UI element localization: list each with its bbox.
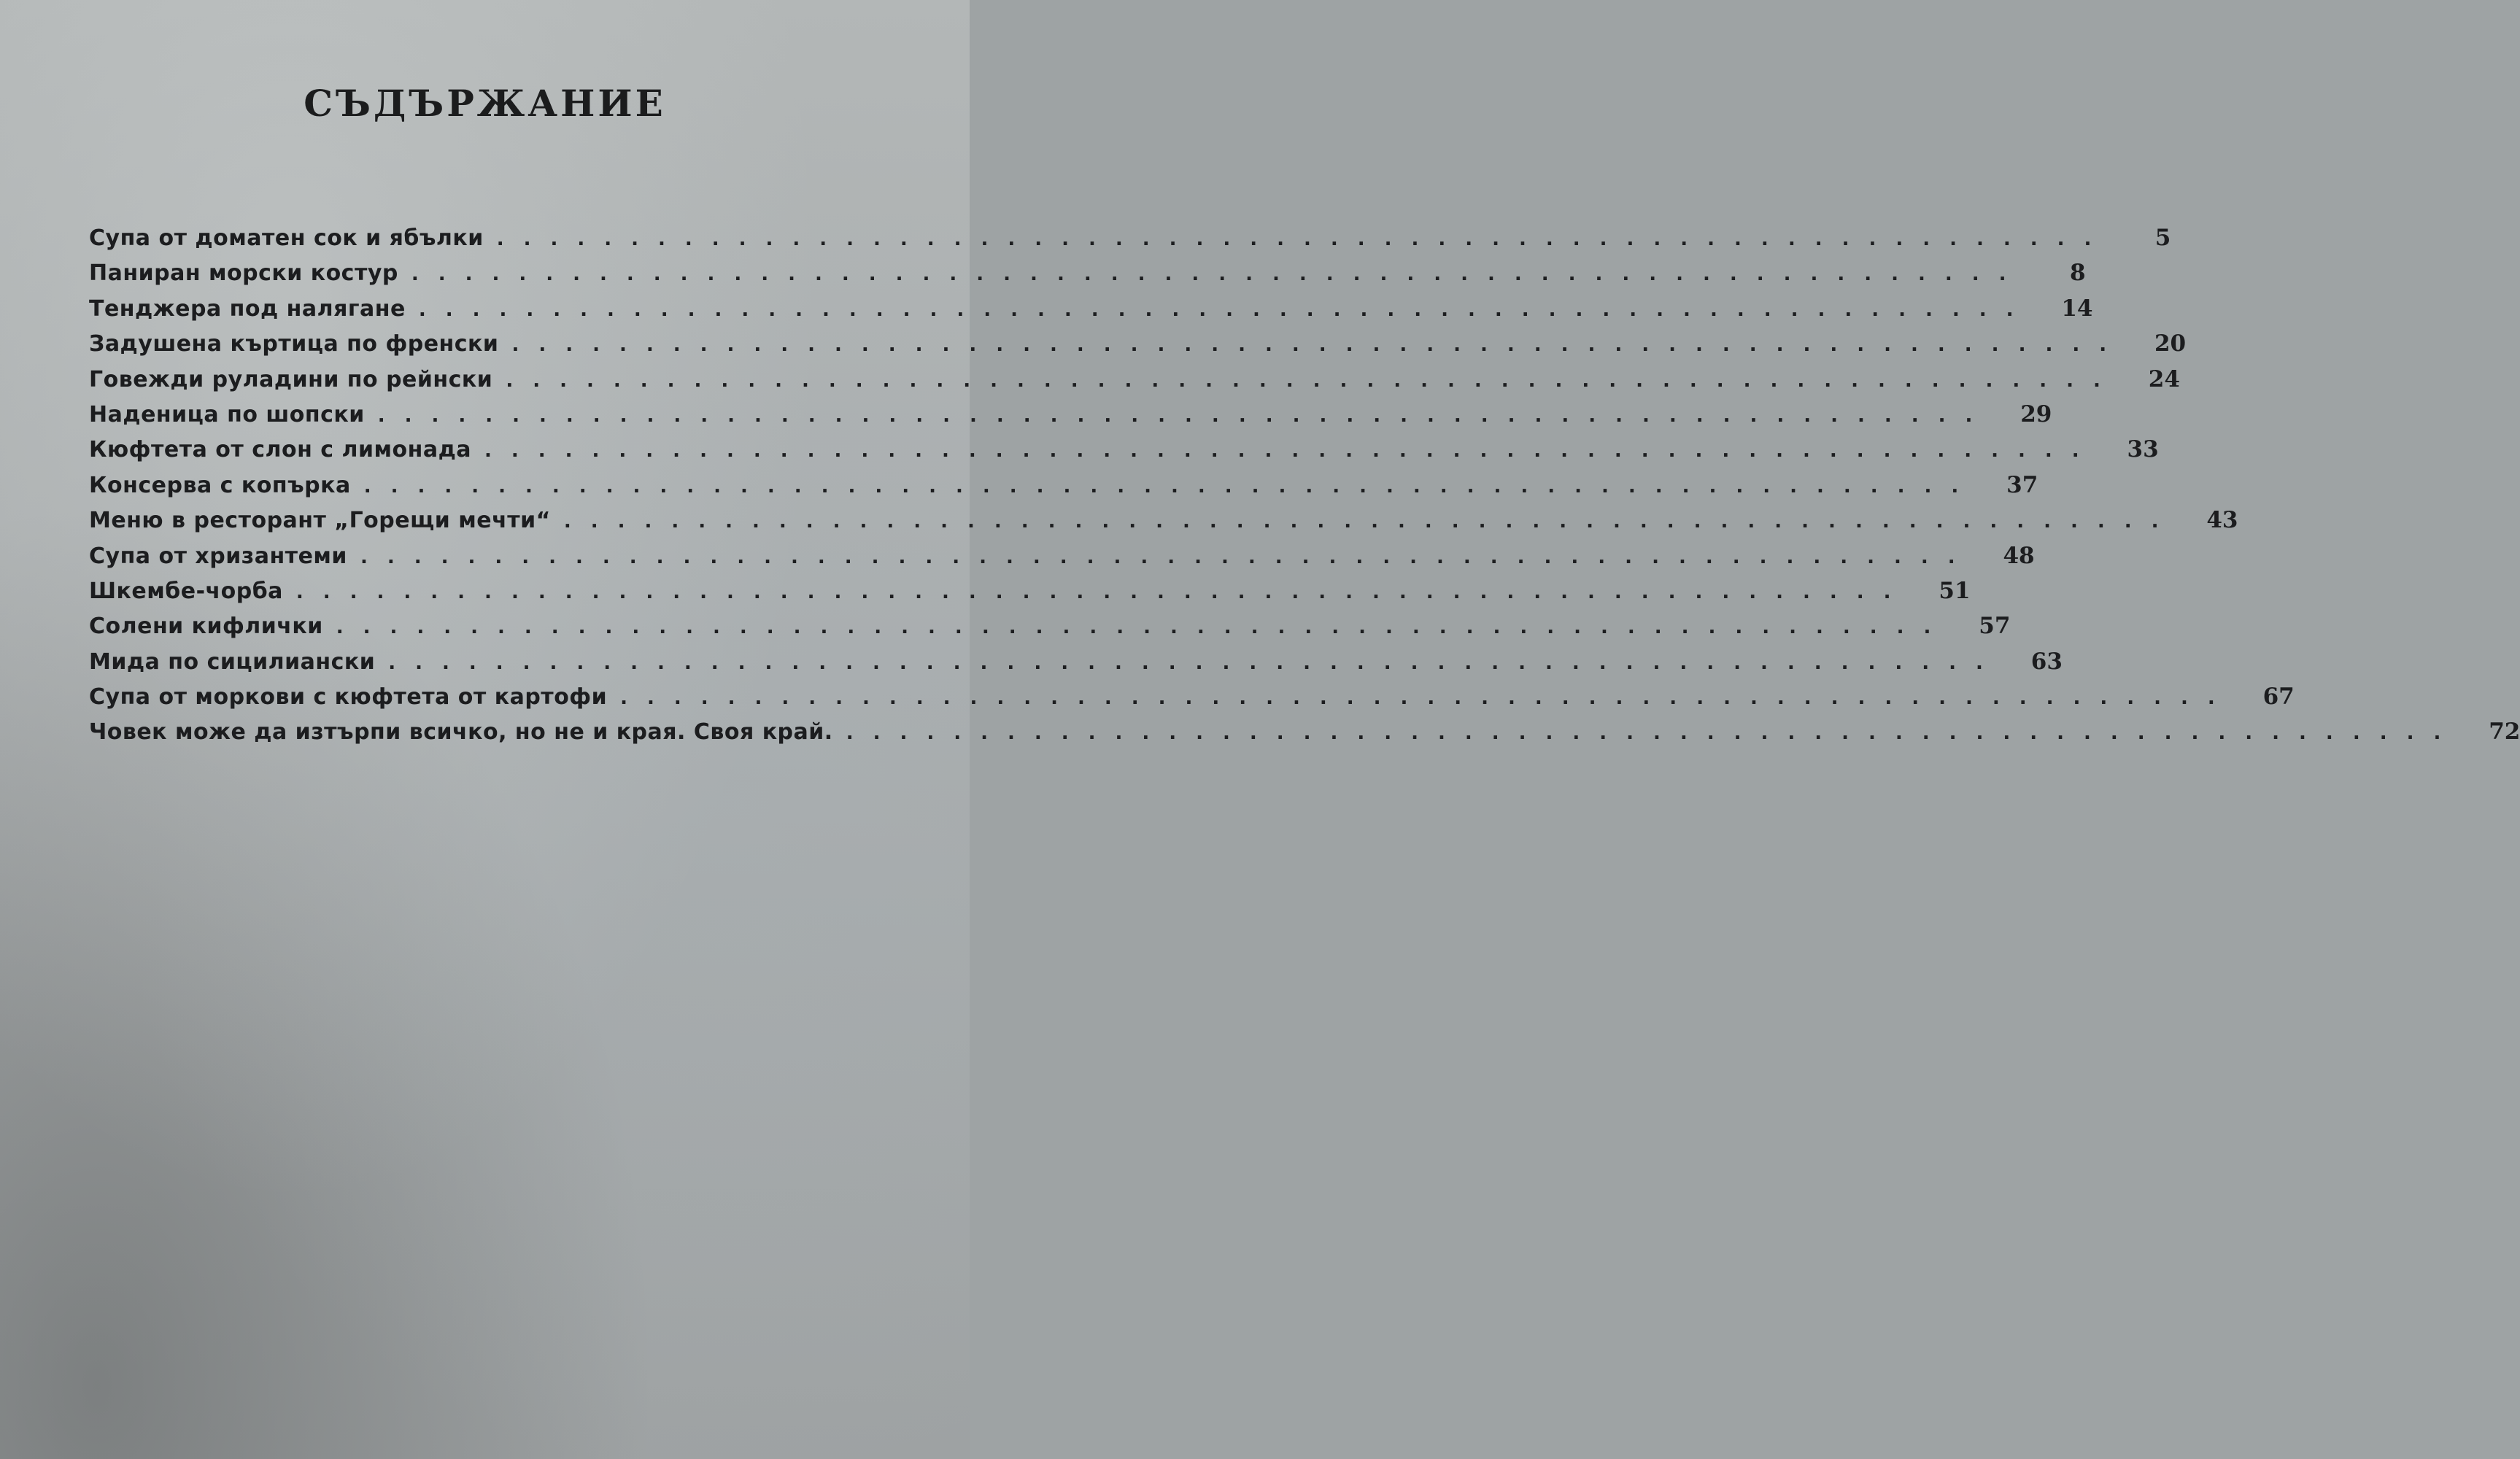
toc-page-number: 67 [2262, 684, 2295, 711]
toc-page-number: 72 [2489, 719, 2520, 746]
toc-entry [89, 684, 2295, 719]
toc-page-number: 20 [2154, 330, 2187, 357]
toc-entry [89, 365, 2180, 401]
toc-page-number: 5 [2154, 225, 2171, 251]
toc-entry [89, 613, 2011, 648]
toc-entry-title: Човек може да изтърпи всичко, но не и края. Своя край. [89, 719, 833, 746]
dot-leader: ............................................................ [377, 404, 1993, 427]
toc-page-number: 57 [1979, 613, 2011, 640]
toc-entry-title: Тенджера под налягане [89, 295, 406, 322]
toc-entry-title: Шкембе-чорба [89, 578, 283, 604]
toc-entry-title: Супа от хризантеми [89, 543, 347, 569]
dot-leader: ............................................................ [363, 475, 1979, 498]
toc-entry [89, 507, 2238, 542]
toc-entry-title: Паниран морски костур [89, 260, 398, 287]
toc-entry [89, 719, 2520, 754]
dot-leader: ............................................................ [411, 263, 2026, 286]
toc-entry-title: Задушена къртица по френски [89, 331, 499, 357]
dot-leader: ............................................................ [506, 369, 2120, 392]
toc-entry-title: Меню в ресторант „Горещи мечти“ [89, 508, 551, 534]
toc-entry-title: Консерва с копърка [89, 472, 351, 498]
toc-entry [89, 542, 2035, 578]
dot-leader: ............................................................ [336, 616, 1951, 639]
dot-leader: ............................................................ [511, 334, 2127, 357]
toc-entry-title: Говежди руладини по рейнски [89, 366, 493, 392]
page-title: СЪДЪРЖАНИЕ [304, 82, 666, 125]
toc-entry-title: Солени кифлички [89, 614, 323, 640]
dot-leader: ............................................................ [846, 722, 2461, 745]
toc-entry [89, 330, 2187, 365]
toc-page-number: 63 [2030, 648, 2063, 675]
dot-leader: ............................................................ [388, 651, 2003, 674]
dot-leader: ............................................................ [418, 298, 2033, 321]
toc-entry [89, 436, 2159, 471]
toc-entry [89, 577, 1971, 613]
toc-page-number: 37 [2006, 471, 2038, 498]
toc-entry [89, 295, 2093, 330]
toc-page-number: 48 [2003, 542, 2035, 569]
toc-entry-title: Супа от моркови с кюфтета от картофи [89, 684, 608, 711]
toc-entry [89, 260, 2086, 295]
toc-page-number: 24 [2148, 365, 2180, 392]
toc-entry-title: Мида по сицилиански [89, 649, 376, 675]
toc-entry [89, 400, 2052, 436]
toc-entry-title: Кюфтета от слон с лимонада [89, 437, 472, 463]
toc-page-number: 8 [2069, 260, 2086, 287]
toc-page-number: 51 [1939, 577, 1971, 604]
toc-page-number: 33 [2127, 436, 2159, 463]
dot-leader: ............................................................ [360, 546, 1975, 568]
dot-leader: ............................................................ [496, 228, 2111, 250]
toc-entry [89, 225, 2171, 260]
dot-leader: ............................................................ [295, 581, 1911, 603]
dot-leader: ............................................................ [484, 440, 2099, 463]
toc-entry-title: Супа от доматен сок и ябълки [89, 225, 484, 251]
toc-entry [89, 648, 2063, 684]
dot-leader: ............................................................ [620, 687, 2235, 710]
dot-leader: ............................................................ [563, 511, 2179, 533]
toc-page-number: 14 [2061, 295, 2093, 322]
toc-page-number: 29 [2020, 400, 2052, 427]
toc-page-number: 43 [2206, 507, 2238, 534]
toc-entry-title: Наденица по шопски [89, 401, 365, 427]
table-of-contents [89, 225, 2520, 754]
toc-entry [89, 471, 2038, 507]
